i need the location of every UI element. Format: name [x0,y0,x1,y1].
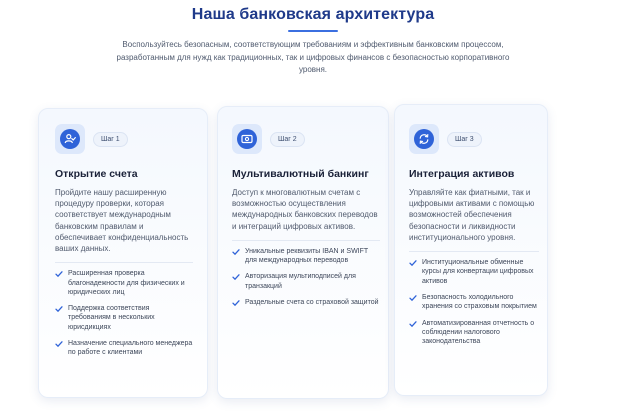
feature-text: Институциональные обменные курсы для конвертации цифровых активов [422,259,534,285]
card-title: Открытие счета [55,168,138,180]
feature-list [55,269,193,357]
feature-text: Безопасность холодильного хранения со страховым покрытием [422,293,537,311]
step-badge: Шаг 1 [93,132,128,147]
divider [55,262,193,263]
check-icon [232,299,240,307]
feature-text: Авторизация мультиподписей для транзакций [245,273,356,290]
card-title: Мультивалютный банкинг [232,168,369,180]
section-title: Наша банковская архитектура [191,6,435,23]
check-icon [409,259,417,267]
divider [232,240,380,241]
feature-text: Назначение специального менеджера по работе с клиентами [68,340,193,357]
user-check-icon [64,133,76,145]
section-intro: Воспользуйтесь безопасным, соответствующим требованиям и эффективным банковским процессом, разработанным для нужд как традиционных, так и цифровых финансов с безопасностью корпоративного уровня. [116,40,510,74]
feature-item [55,304,193,332]
step-badge: Шаг 2 [270,132,305,147]
check-icon [409,320,417,328]
currency-card-icon [241,133,253,145]
check-icon [55,270,63,278]
feature-item [232,298,380,307]
icon-box [232,124,262,154]
feature-item [232,272,380,291]
feature-item [409,293,539,312]
icon-box [409,124,439,154]
divider [409,251,539,252]
feature-text: Автоматизированная отчетность о соблюдении налогового законодательства [422,319,535,346]
refresh-icon [418,133,430,145]
check-icon [232,273,240,281]
card-description: Пройдите нашу расширенную процедуру проверки, которая соответствует международным банковским правилам и обеспечивает конфиденциальность ваших данных. [55,188,189,254]
step-badge: Шаг 3 [447,132,482,147]
feature-list [232,247,380,307]
feature-list [409,258,539,346]
feature-item [409,258,539,286]
card-title: Интеграция активов [409,168,515,180]
step-card-2 [217,106,389,399]
feature-text: Поддержка соответствия требованиям в нескольких юрисдикциях [68,305,155,331]
feature-item [55,269,193,297]
check-icon [55,340,63,348]
icon-box [55,124,85,154]
card-description: Управляйте как фиатными, так и цифровыми активами с помощью возможностей обеспечения безопасности и ликвидности институционального уровня. [409,188,535,242]
step-card-3 [394,104,548,396]
title-underline [288,30,338,32]
feature-text: Расширенная проверка благонадежности для физических и юридических лиц [68,270,185,296]
feature-text: Уникальные реквизиты IBAN и SWIFT для международных переводов [245,247,369,265]
step-card-1 [38,108,208,398]
card-description: Доступ к многовалютным счетам с возможностью осуществления международных банковских переводов и интеграций цифровых активов. [232,188,378,231]
check-icon [55,305,63,313]
feature-item [232,247,380,266]
check-icon [232,248,240,256]
feature-text: Раздельные счета со страховой защитой [245,299,379,306]
check-icon [409,294,417,302]
feature-item [55,339,193,358]
feature-item [409,319,539,347]
